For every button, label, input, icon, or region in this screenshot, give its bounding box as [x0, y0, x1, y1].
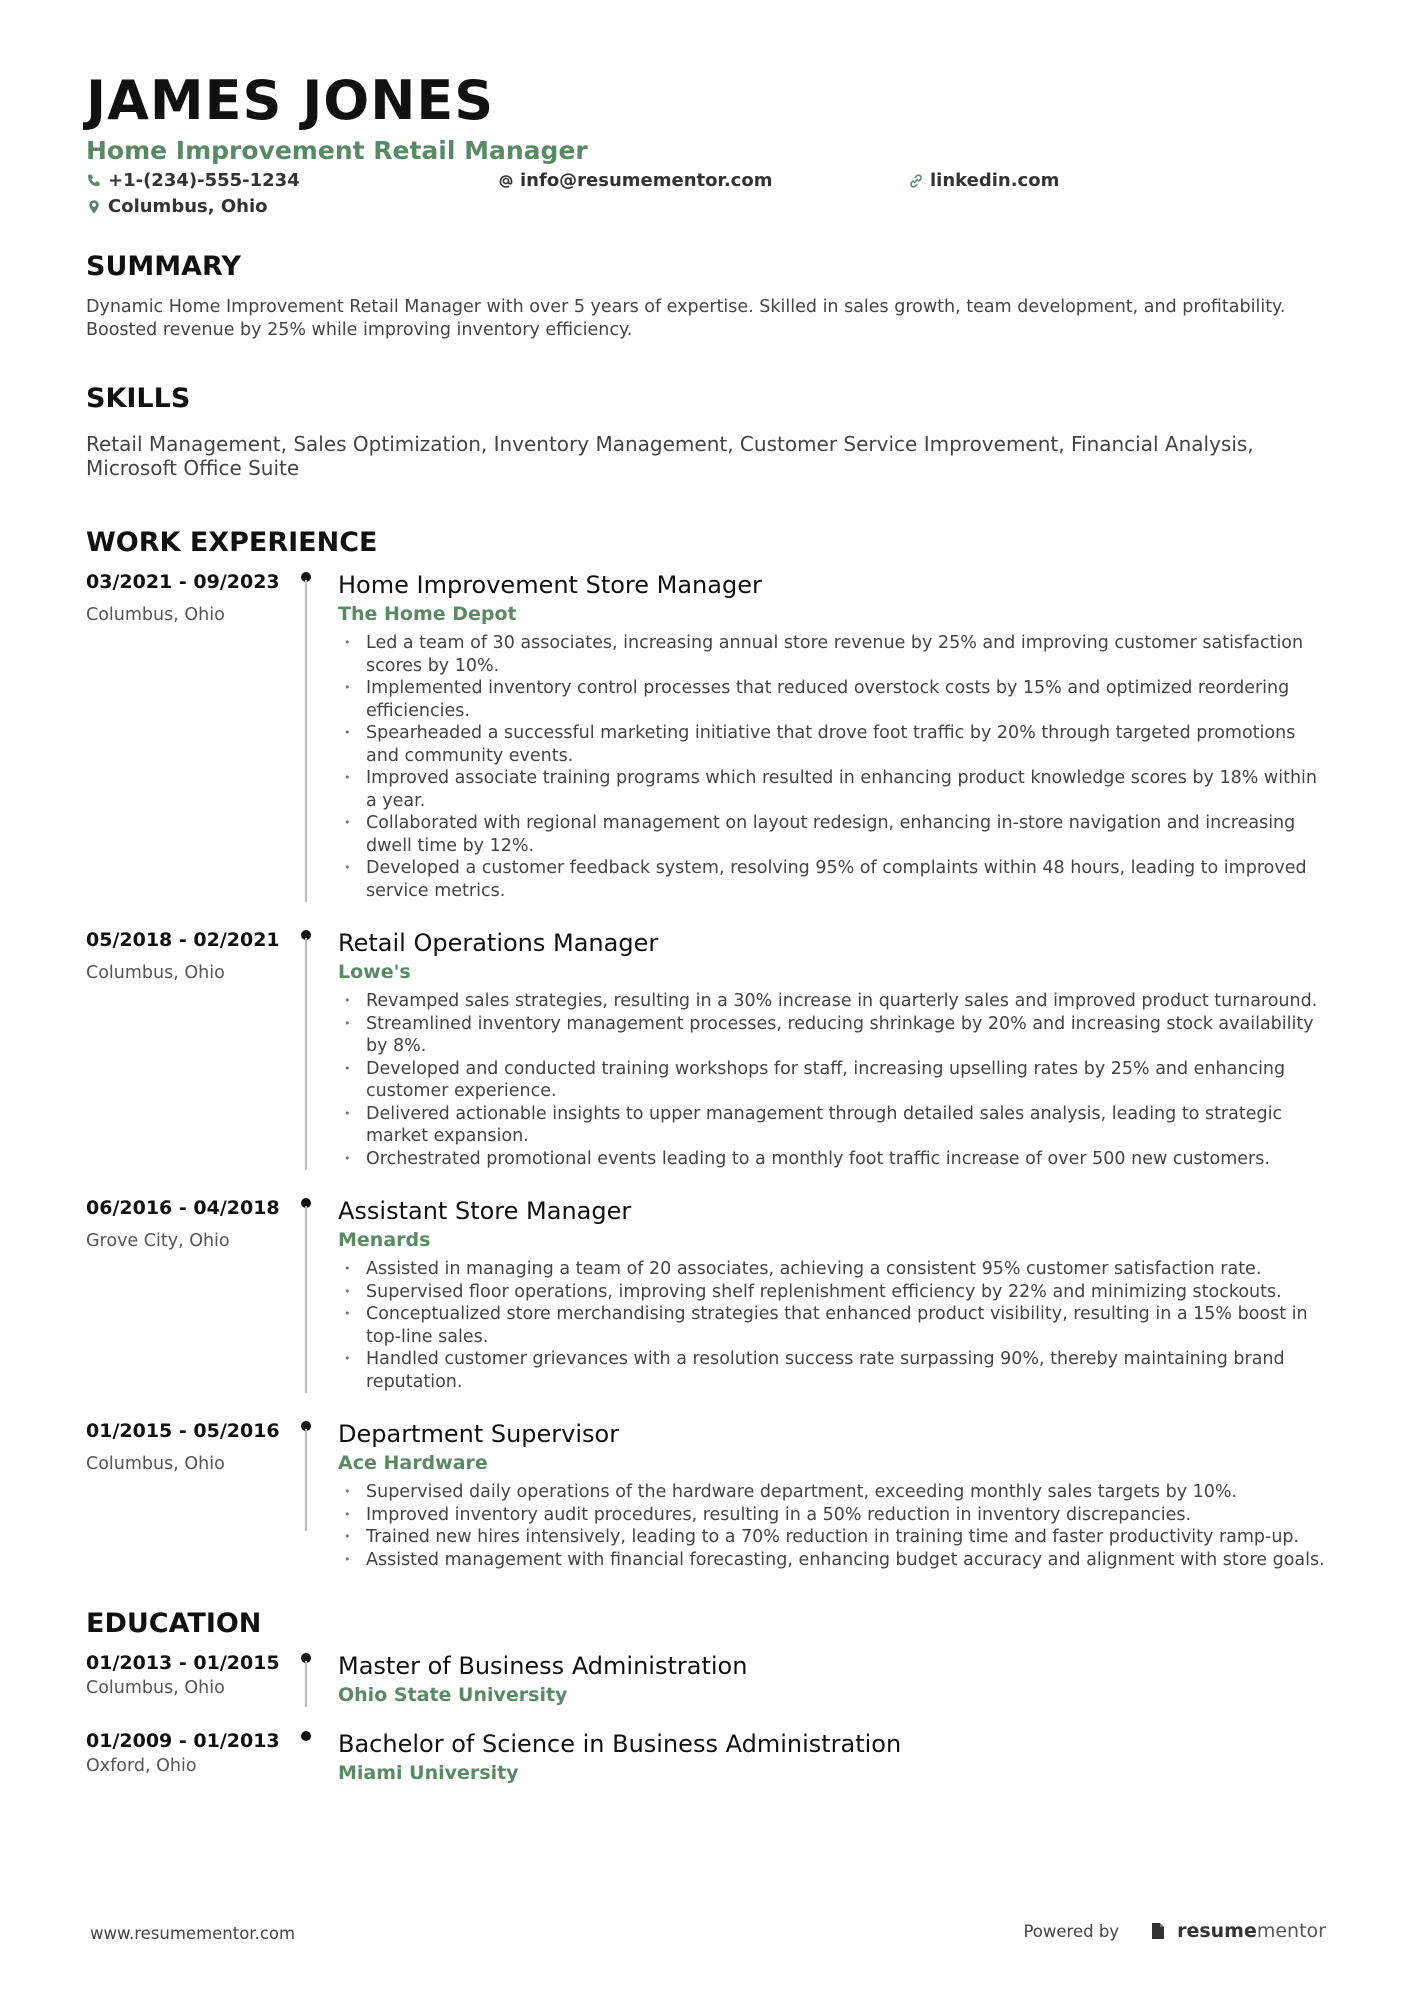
job-bullet: • Assisted management with financial forecasting, enhancing budget accuracy and alignment with store goals. — [338, 1549, 1326, 1572]
education-school: Ohio State University — [338, 1684, 568, 1706]
page-footer — [90, 1920, 1326, 1948]
job-bullet: • Improved inventory audit procedures, resulting in a 50% reduction in inventory discrepancies. — [338, 1504, 1326, 1527]
job-bullet: • Streamlined inventory management processes, reducing shrinkage by 20% and increasing stock availability by 8%. — [338, 1013, 1326, 1058]
job-bullet: • Led a team of 30 associates, increasing annual store revenue by 25% and improving customer satisfaction scores by 10%. — [338, 632, 1326, 677]
job-entry — [86, 928, 1326, 1186]
location-pin-icon — [86, 199, 102, 215]
job-bullet: • Implemented inventory control processes that reduced overstock costs by 15% and optimized reordering efficiencies. — [338, 677, 1326, 722]
email-text: info@resumementor.com — [520, 170, 773, 191]
education-degree: Bachelor of Science in Business Administration — [338, 1730, 902, 1758]
job-role: Home Improvement Store Manager — [338, 571, 762, 599]
footer-branding — [1023, 1920, 1326, 1942]
job-dates: 06/2016 - 04/2018 — [86, 1197, 280, 1219]
job-bullet: • Handled customer grievances with a resolution success rate surpassing 90%, thereby maintaining brand reputation. — [338, 1348, 1326, 1393]
job-bullet: • Supervised daily operations of the hardware department, exceeding monthly sales targets by 10%. — [338, 1481, 1326, 1504]
job-bullet: • Assisted in managing a team of 20 associates, achieving a consistent 95% customer satisfaction rate. — [338, 1258, 1326, 1281]
brand-bold: resume — [1177, 1920, 1257, 1942]
job-role: Retail Operations Manager — [338, 929, 659, 957]
job-bullet: • Delivered actionable insights to upper management through detailed sales analysis, leading to strategic market expansion. — [338, 1103, 1326, 1148]
education-school: Miami University — [338, 1762, 519, 1784]
education-title: EDUCATION — [86, 1608, 262, 1639]
job-bullet: • Revamped sales strategies, resulting in a 30% increase in quarterly sales and improved product turnaround. — [338, 990, 1326, 1013]
education-entry — [86, 1651, 1326, 1723]
footer-website[interactable]: www.resumementor.com — [90, 1924, 296, 1943]
contact-location — [86, 196, 268, 217]
job-location: Columbus, Ohio — [86, 963, 225, 983]
education-dates: 01/2009 - 01/2013 — [86, 1730, 280, 1752]
phone-icon — [86, 173, 102, 189]
job-role: Assistant Store Manager — [338, 1197, 632, 1225]
job-company: The Home Depot — [338, 603, 517, 625]
skills-text: Retail Management, Sales Optimization, Inventory Management, Customer Service Improvement, Financial Analysis, Microsoft Office Suite — [86, 432, 1254, 480]
experience-section — [86, 526, 1326, 1571]
contact-email[interactable] — [498, 170, 772, 191]
summary-section — [86, 250, 1326, 342]
brand-logo[interactable] — [1177, 1920, 1326, 1942]
job-company: Ace Hardware — [338, 1452, 488, 1474]
job-company: Lowe's — [338, 961, 411, 983]
job-bullet: • Trained new hires intensively, leading to a 70% reduction in training time and faster productivity ramp-up. — [338, 1526, 1326, 1549]
timeline-marker — [296, 570, 338, 902]
linkedin-text: linkedin.com — [930, 170, 1060, 191]
candidate-headline: Home Improvement Retail Manager — [86, 136, 588, 165]
timeline-marker — [296, 928, 338, 1170]
contact-info — [86, 170, 1326, 222]
job-bullets — [338, 990, 1326, 1170]
contact-phone[interactable] — [86, 170, 300, 191]
skills-title: SKILLS — [86, 383, 191, 414]
job-location: Columbus, Ohio — [86, 1454, 225, 1474]
job-location: Columbus, Ohio — [86, 605, 225, 625]
job-bullet: • Collaborated with regional management on layout redesign, enhancing in-store navigation and increasing dwell time by 12%. — [338, 812, 1326, 857]
resumementor-logo-icon — [1149, 1921, 1167, 1941]
job-bullet: • Developed a customer feedback system, resolving 95% of complaints within 48 hours, leading to improved service metrics. — [338, 857, 1326, 902]
job-bullets — [338, 632, 1326, 902]
timeline-marker — [296, 1196, 338, 1393]
job-bullets — [338, 1481, 1326, 1571]
job-bullets — [338, 1258, 1326, 1393]
brand-light: mentor — [1256, 1920, 1326, 1942]
resume-page — [86, 70, 1326, 1785]
contact-linkedin[interactable] — [908, 170, 1059, 191]
education-location: Columbus, Ohio — [86, 1678, 225, 1698]
location-text: Columbus, Ohio — [108, 196, 268, 217]
timeline-marker — [296, 1729, 338, 1785]
job-bullet: • Improved associate training programs which resulted in enhancing product knowledge scores by 18% within a year. — [338, 767, 1326, 812]
job-dates: 01/2015 - 05/2016 — [86, 1420, 280, 1442]
job-location: Grove City, Ohio — [86, 1231, 230, 1251]
job-bullet: • Conceptualized store merchandising strategies that enhanced product visibility, resulting in a 15% boost in top-line sales. — [338, 1303, 1326, 1348]
job-entry — [86, 1196, 1326, 1409]
job-entry — [86, 1419, 1326, 1571]
experience-title: WORK EXPERIENCE — [86, 527, 378, 558]
education-location: Oxford, Ohio — [86, 1756, 197, 1776]
education-degree: Master of Business Administration — [338, 1652, 748, 1680]
education-section — [86, 1607, 1326, 1785]
job-role: Department Supervisor — [338, 1420, 620, 1448]
powered-by-text: Powered by — [1023, 1921, 1120, 1941]
candidate-name: JAMES JONES — [86, 69, 495, 132]
link-icon — [908, 173, 924, 189]
education-entry — [86, 1729, 1326, 1785]
summary-title: SUMMARY — [86, 251, 241, 282]
education-dates: 01/2013 - 01/2015 — [86, 1652, 280, 1674]
skills-section — [86, 382, 1326, 480]
job-entry — [86, 570, 1326, 918]
summary-text: Dynamic Home Improvement Retail Manager with over 5 years of expertise. Skilled in sales growth, team development, and profitability. Boosted revenue by 25% while improving inventory efficiency. — [86, 297, 1286, 340]
job-dates: 03/2021 - 09/2023 — [86, 571, 280, 593]
job-bullet: • Spearheaded a successful marketing initiative that drove foot traffic by 20% through targeted promotions and community events. — [338, 722, 1326, 767]
job-bullet: • Orchestrated promotional events leading to a monthly foot traffic increase of over 500 new customers. — [338, 1148, 1326, 1171]
job-company: Menards — [338, 1229, 431, 1251]
job-dates: 05/2018 - 02/2021 — [86, 929, 280, 951]
timeline-marker — [296, 1419, 338, 1571]
timeline-marker — [296, 1651, 338, 1707]
phone-text: +1-(234)-555-1234 — [108, 170, 300, 191]
job-bullet: • Developed and conducted training workshops for staff, increasing upselling rates by 25% and enhancing customer experience. — [338, 1058, 1326, 1103]
at-icon — [498, 173, 514, 189]
job-bullet: • Supervised floor operations, improving shelf replenishment efficiency by 22% and minimizing stockouts. — [338, 1281, 1326, 1304]
